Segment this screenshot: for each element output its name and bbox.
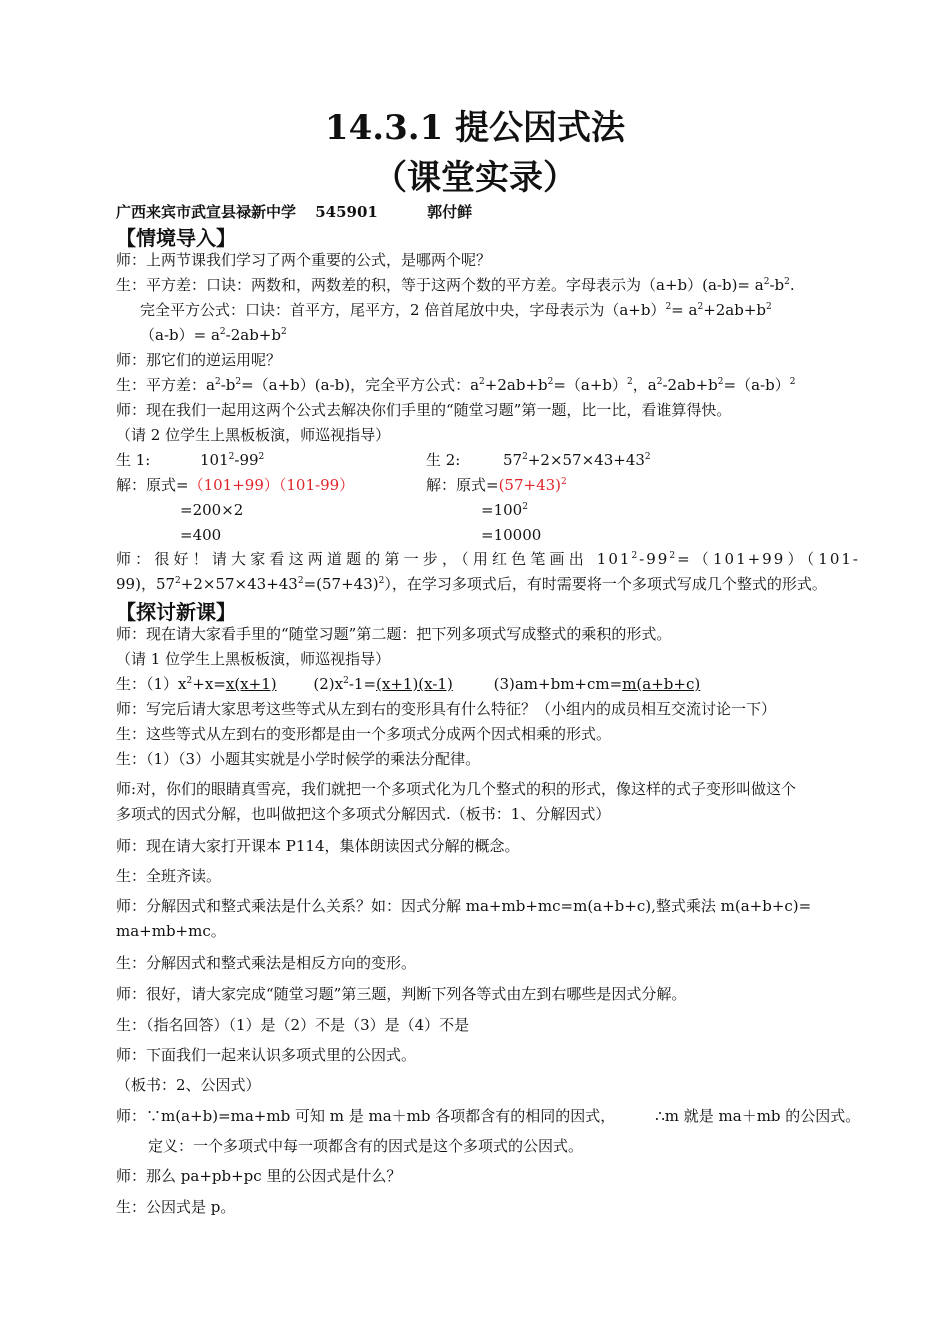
board-note: （板书：2、公因式）	[116, 1076, 261, 1094]
dialogue-line: 生：全班齐读。	[116, 867, 222, 885]
dialogue-line: 生：平方差：$a^2-b^2=(a+b)(a-b)$，完全平方公式：$a^2+2ab+b^2=(a+b)^2$，$a^2-2ab+b^2=(a-b)^2$	[116, 376, 796, 394]
dialogue-line: 生：这些等式从左到右的变形都是由一个多项式分成两个因式相乘的形式。	[116, 725, 612, 743]
solution2-result: =10000	[481, 526, 542, 544]
postcode: 545901	[315, 203, 378, 221]
dialogue-line: （请 2 位学生上黑板板演，师巡视指导）	[116, 426, 391, 444]
dialogue-line: 师：那么 pa+pb+pc 里的公因式是什么？	[116, 1167, 402, 1185]
dialogue-line: 99)，$57^2+2\times 57\times 43+43^2=(57+43)^2$），在学习多项式后，有时需要将一个多项式写成几个整式的形式。	[116, 575, 827, 593]
dialogue-line: 完全平方公式：口诀：首平方，尾平方，2 倍首尾放中央，字母表示为$(a+b)^2= a^2+2ab+b^2$	[140, 301, 772, 319]
solution1-step: =200×2	[180, 501, 244, 519]
page-title: 14.3.1 提公因式法	[324, 108, 626, 148]
solution2-line: 解：原式$=(57+43)^2$	[426, 476, 567, 494]
student1-label: 生 1:	[116, 451, 151, 469]
dialogue-line: 师：很好！请大家看这两道题的第一步，（用红色笔画出 $101^2-99^2=(101+99)(101-$	[116, 550, 860, 568]
dialogue-line: 多项式的因式分解，也叫做把这个多项式分解因式.（板书：1、分解因式）	[116, 805, 611, 823]
dialogue-line: 师：分解因式和整式乘法是什么关系？如：因式分解 ma+mb+mc=m(a+b+c),整式乘法 m(a+b+c)=	[116, 897, 812, 915]
page-subtitle: （课堂实录）	[373, 158, 577, 198]
dialogue-line: 师：下面我们一起来认识多项式里的公因式。	[116, 1046, 417, 1064]
section-heading-new: 【探讨新课】	[116, 600, 236, 624]
dialogue-line: 生：分解因式和整式乘法是相反方向的变形。	[116, 954, 417, 972]
solution1-result: =400	[180, 526, 222, 544]
byline	[116, 202, 472, 222]
dialogue-line: 生：平方差：口诀：两数和，两数差的积，等于这两个数的平方差。字母表示为$(a+b)(a-b)= a^2-b^2$.	[116, 276, 795, 294]
dialogue-line: 生：公因式是 p。	[116, 1198, 236, 1216]
dialogue-line: 师：现在请大家打开课本 P114，集体朗读因式分解的概念。	[116, 837, 520, 855]
dialogue-line: 师：很好，请大家完成“随堂习题”第三题，判断下列各等式由左到右哪些是因式分解。	[116, 985, 687, 1003]
dialogue-line: $(a-b)= a^2-2ab+b^2$	[140, 326, 287, 344]
author-name: 郭付鲜	[427, 203, 473, 221]
solution1-line: 解：原式=（101+99）（101-99）	[116, 476, 355, 494]
dialogue-line: （请 1 位学生上黑板板演，师巡视指导）	[116, 650, 391, 668]
student1-problem: $101^2-99^2$	[200, 451, 265, 469]
solution2-step: $=100^2$	[481, 501, 528, 519]
dialogue-line: 生：（1）（3）小题其实就是小学时候学的乘法分配律。	[116, 750, 481, 768]
dialogue-line: 师:对，你们的眼睛真雪亮，我们就把一个多项式化为几个整式的积的形式，像这样的式子变形叫做这个	[116, 780, 797, 798]
student2-problem: $57^2+2\times 57\times 43+43^2$	[503, 451, 651, 469]
dialogue-line: ma+mb+mc。	[116, 922, 226, 940]
school-name: 广西来宾市武宣县禄新中学	[116, 203, 297, 221]
student2-label: 生 2:	[426, 451, 461, 469]
dialogue-line: 师：那它们的逆运用呢？	[116, 351, 282, 369]
dialogue-line: 师：写完后请大家思考这些等式从左到右的变形具有什么特征？（小组内的成员相互交流讨论一下）	[116, 700, 777, 718]
dialogue-line: 师：上两节课我们学习了两个重要的公式，是哪两个呢？	[116, 251, 492, 269]
dialogue-line: 生：$(1)x^2+x=x(x+1)$ $(2)x^2-1=(x+1)(x-1)$ (3)am+bm+cm=m(a+b+c)	[116, 675, 701, 693]
definition-line: 定义：一个多项式中每一项都含有的因式是这个多项式的公因式。	[148, 1137, 584, 1155]
dialogue-line: 师：现在请大家看手里的“随堂习题”第二题：把下列多项式写成整式的乘积的形式。	[116, 625, 672, 643]
dialogue-line: 师：∵m(a+b)=ma+mb 可知 m 是 ma＋mb 各项都含有的相同的因式， ∴m 就是 ma＋mb 的公因式。	[116, 1107, 861, 1125]
dialogue-line: 师：现在我们一起用这两个公式去解决你们手里的“随堂习题”第一题，比一比，看谁算得快。	[116, 401, 732, 419]
section-heading-intro: 【情境导入】	[116, 226, 236, 250]
dialogue-line: 生：（指名回答）（1）是（2）不是（3）是（4）不是	[116, 1016, 470, 1034]
